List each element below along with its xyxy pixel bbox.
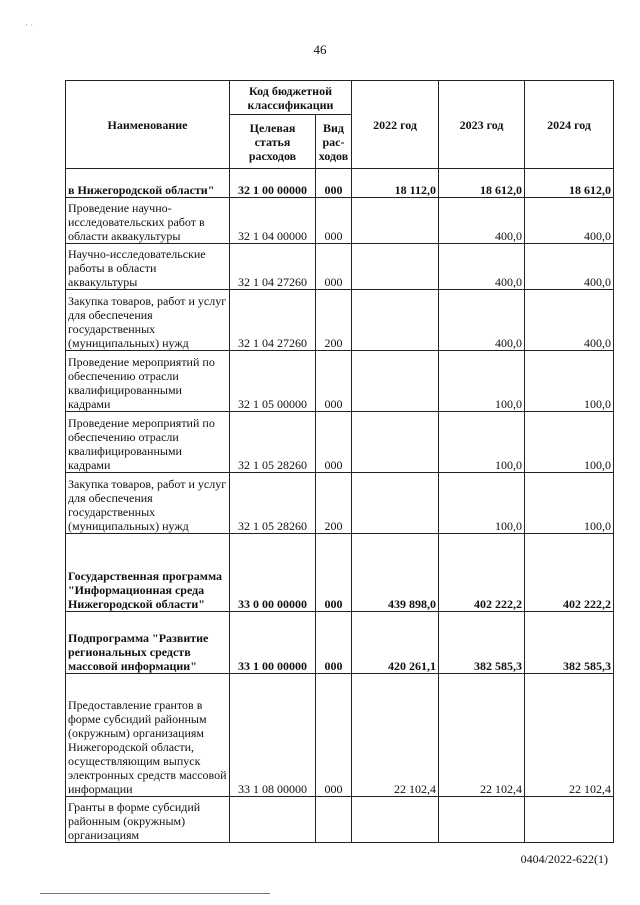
table-row bbox=[66, 244, 614, 290]
scan-artifact: · · bbox=[25, 20, 34, 30]
row-name: Закупка товаров, работ и услуг для обеспечения государственных (муниципальных) нужд bbox=[66, 473, 230, 534]
row-value-2022 bbox=[352, 290, 439, 351]
row-value-2024: 400,0 bbox=[525, 198, 614, 244]
table-row bbox=[66, 198, 614, 244]
row-value-2024: 402 222,2 bbox=[525, 534, 614, 612]
row-value-2023: 100,0 bbox=[439, 473, 525, 534]
row-value-2022 bbox=[352, 797, 439, 843]
row-value-2024: 400,0 bbox=[525, 290, 614, 351]
table-row bbox=[66, 412, 614, 473]
row-expense-type: 000 bbox=[316, 244, 352, 290]
table-row bbox=[66, 797, 614, 843]
row-target-article: 32 1 04 00000 bbox=[230, 198, 316, 244]
row-value-2023: 402 222,2 bbox=[439, 534, 525, 612]
row-target-article: 33 1 00 00000 bbox=[230, 612, 316, 674]
row-target-article: 32 1 05 28260 bbox=[230, 473, 316, 534]
row-value-2024 bbox=[525, 797, 614, 843]
row-expense-type: 000 bbox=[316, 612, 352, 674]
row-value-2023 bbox=[439, 797, 525, 843]
header-year-2023: 2023 год bbox=[439, 81, 525, 169]
row-value-2022: 22 102,4 bbox=[352, 674, 439, 797]
row-name: Научно-исследовательские работы в области аквакультуры bbox=[66, 244, 230, 290]
row-value-2022: 18 112,0 bbox=[352, 169, 439, 198]
table-row bbox=[66, 290, 614, 351]
row-name: в Нижегородской области" bbox=[66, 169, 230, 198]
row-value-2024: 382 585,3 bbox=[525, 612, 614, 674]
table-row bbox=[66, 351, 614, 412]
row-name: Проведение мероприятий по обеспечению отрасли квалифицированными кадрами bbox=[66, 351, 230, 412]
row-name: Государственная программа "Информационная среда Нижегородской области" bbox=[66, 534, 230, 612]
row-target-article: 33 1 08 00000 bbox=[230, 674, 316, 797]
row-value-2023: 100,0 bbox=[439, 351, 525, 412]
row-value-2022 bbox=[352, 244, 439, 290]
row-expense-type: 000 bbox=[316, 534, 352, 612]
row-value-2024: 22 102,4 bbox=[525, 674, 614, 797]
row-target-article: 33 0 00 00000 bbox=[230, 534, 316, 612]
row-value-2023: 400,0 bbox=[439, 290, 525, 351]
header-year-2022: 2022 год bbox=[352, 81, 439, 169]
row-value-2023: 400,0 bbox=[439, 198, 525, 244]
row-expense-type: 000 bbox=[316, 674, 352, 797]
row-target-article: 32 1 00 00000 bbox=[230, 169, 316, 198]
row-value-2024: 100,0 bbox=[525, 351, 614, 412]
header-code-group: Код бюджетной классификации bbox=[230, 81, 352, 115]
table-row bbox=[66, 674, 614, 797]
row-name: Закупка товаров, работ и услуг для обеспечения государственных (муниципальных) нужд bbox=[66, 290, 230, 351]
row-value-2022: 420 261,1 bbox=[352, 612, 439, 674]
row-value-2023: 382 585,3 bbox=[439, 612, 525, 674]
document-code: 0404/2022-622(1) bbox=[520, 852, 608, 866]
row-expense-type: 200 bbox=[316, 473, 352, 534]
row-target-article bbox=[230, 797, 316, 843]
row-target-article: 32 1 04 27260 bbox=[230, 290, 316, 351]
table-body bbox=[66, 169, 614, 843]
row-target-article: 32 1 05 28260 bbox=[230, 412, 316, 473]
row-value-2022 bbox=[352, 351, 439, 412]
header-year-2024: 2024 год bbox=[525, 81, 614, 169]
page-number: 46 bbox=[313, 42, 327, 57]
row-value-2024: 18 612,0 bbox=[525, 169, 614, 198]
row-value-2022 bbox=[352, 473, 439, 534]
row-value-2024: 400,0 bbox=[525, 244, 614, 290]
row-name: Предоставление грантов в форме субсидий районным (окружным) организациям Нижегородской области, осуществляющим выпуск электронных средств массовой информации bbox=[66, 674, 230, 797]
row-expense-type: 000 bbox=[316, 412, 352, 473]
table-row bbox=[66, 534, 614, 612]
scan-artifact-line bbox=[40, 893, 270, 894]
table-row bbox=[66, 473, 614, 534]
row-target-article: 32 1 05 00000 bbox=[230, 351, 316, 412]
row-value-2022 bbox=[352, 412, 439, 473]
row-value-2023: 100,0 bbox=[439, 412, 525, 473]
table-row bbox=[66, 169, 614, 198]
row-value-2023: 400,0 bbox=[439, 244, 525, 290]
row-name: Проведение научно-исследовательских работ в области аквакультуры bbox=[66, 198, 230, 244]
row-expense-type bbox=[316, 797, 352, 843]
row-value-2024: 100,0 bbox=[525, 412, 614, 473]
row-value-2023: 18 612,0 bbox=[439, 169, 525, 198]
row-value-2022 bbox=[352, 198, 439, 244]
row-value-2024: 100,0 bbox=[525, 473, 614, 534]
header-name: Наименование bbox=[66, 81, 230, 169]
row-expense-type: 000 bbox=[316, 169, 352, 198]
row-value-2023: 22 102,4 bbox=[439, 674, 525, 797]
row-name: Гранты в форме субсидий районным (окружным) организациям bbox=[66, 797, 230, 843]
row-expense-type: 000 bbox=[316, 198, 352, 244]
header-target-article: Целевая статья расходов bbox=[230, 115, 316, 169]
row-name: Проведение мероприятий по обеспечению отрасли квалифицированными кадрами bbox=[66, 412, 230, 473]
budget-table bbox=[65, 80, 614, 843]
row-value-2022: 439 898,0 bbox=[352, 534, 439, 612]
row-expense-type: 200 bbox=[316, 290, 352, 351]
header-expense-type: Вид рас- ходов bbox=[316, 115, 352, 169]
row-name: Подпрограмма "Развитие региональных средств массовой информации" bbox=[66, 612, 230, 674]
row-expense-type: 000 bbox=[316, 351, 352, 412]
row-target-article: 32 1 04 27260 bbox=[230, 244, 316, 290]
table-row bbox=[66, 612, 614, 674]
